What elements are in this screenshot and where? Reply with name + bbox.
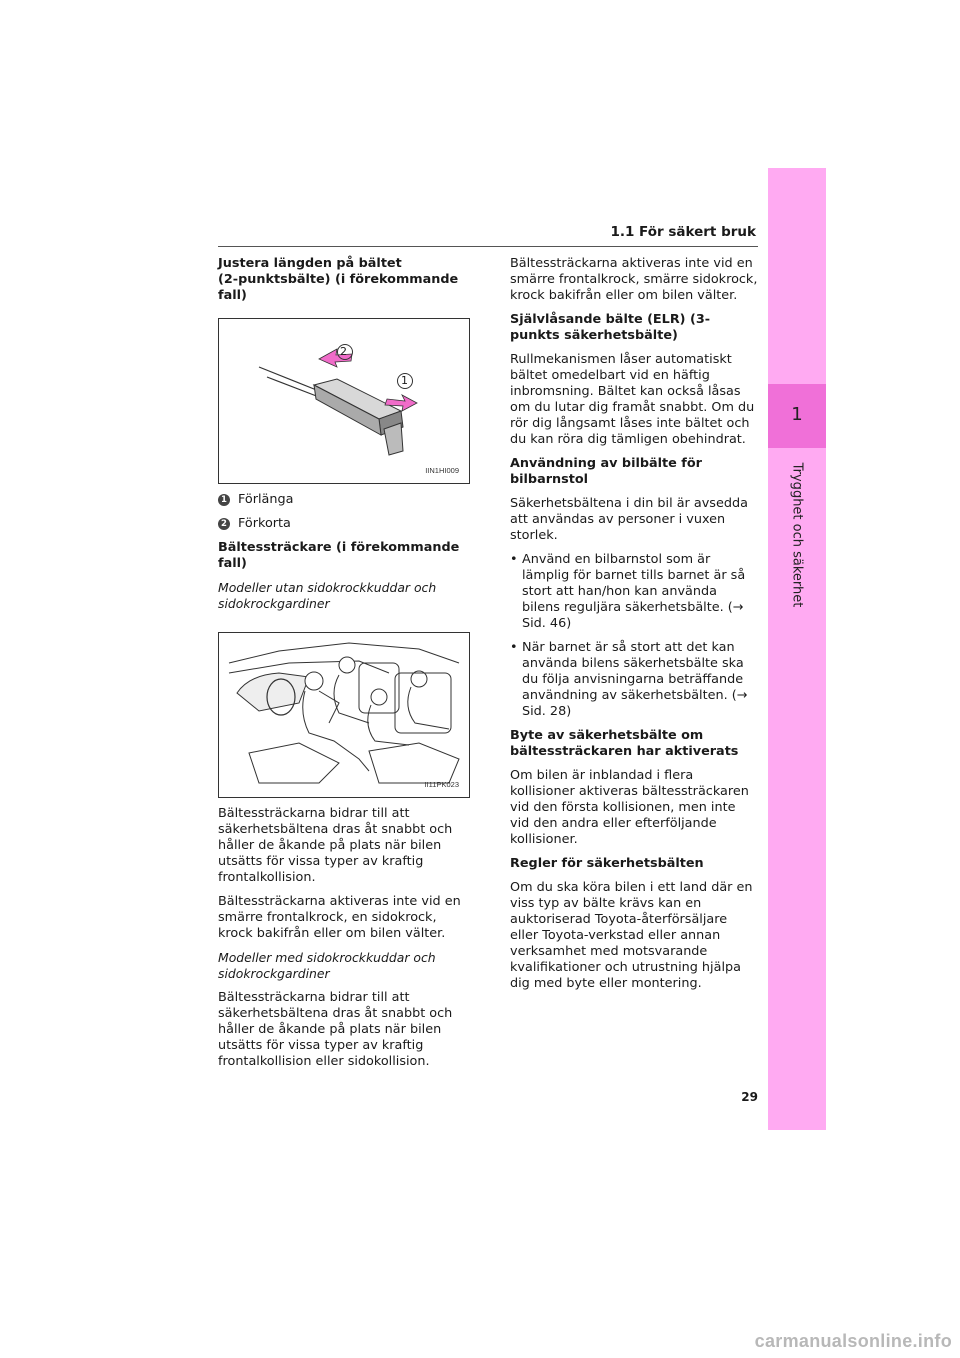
chapter-title: Trygghet och säkerhet — [789, 462, 805, 608]
left-column — [218, 256, 470, 1078]
marker-1: 1 — [401, 374, 408, 387]
legend-label: Förkorta — [238, 516, 291, 531]
heading-elr: Självlåsande bälte (ELR) (3-punkts säkerhetsbälte) — [510, 312, 711, 343]
figure-code: II11PK023 — [424, 780, 459, 789]
legend-label: Förlänga — [238, 492, 294, 507]
arrow-shorten-icon — [319, 349, 352, 367]
legend-number: 1 — [218, 494, 230, 506]
chapter-tab-bar — [768, 168, 826, 1130]
page-header — [218, 222, 758, 247]
paragraph: Om du ska köra bilen i ett land där en viss typ av bälte krävs kan en auktoriserad Toyota-återförsäljare eller Toyota-verkstad eller annan verksamhet med motsvarande kvalifikationer och utrustning hjälpa dig med byte eller montering. — [510, 880, 753, 991]
bullet-item: • Använd en bilbarnstol som är lämplig för barnet tills barnet är så stort att han/hon kan använda bilens reguljära säkerhetsbälte. (→ Sid. 46) — [510, 552, 758, 632]
paragraph: Bältessträckarna bidrar till att säkerhetsbältena dras åt snabbt och håller de åkande på plats när bilen utsätts för vissa typer av kraftig frontalkollision eller sidokollision. — [218, 990, 453, 1069]
legend-item-1 — [218, 492, 470, 508]
heading-replace-belt: Byte av säkerhetsbälte om bältessträckaren har aktiverats — [510, 728, 739, 759]
bullet-item: • När barnet är så stort att det kan använda bilens säkerhetsbälte ska du följa anvisningarna beträffande användning av säkerhetsbälten. (→ Sid. 28) — [510, 640, 758, 720]
paragraph: Bältessträckarna aktiveras inte vid en smärre frontalkrock, smärre sidokrock, krock bakifrån eller om bilen välter. — [510, 256, 758, 303]
right-column — [510, 256, 758, 1000]
figure-occupants — [218, 632, 470, 798]
marker-2: 2 — [340, 345, 347, 358]
model-note-with: Modeller med sidokrockkuddar och sidokrockgardiner — [218, 950, 436, 981]
occupants-illustration — [219, 633, 471, 797]
figure-code: IIN1HI009 — [425, 466, 459, 475]
heading-child-seat: Användning av bilbälte för bilbarnstol — [510, 456, 702, 487]
paragraph: Bältessträckarna bidrar till att säkerhetsbältena dras åt snabbt och håller de åkande på plats när bilen utsätts för vissa typer av kraftig frontalkollision. — [218, 806, 453, 885]
model-note-without: Modeller utan sidokrockkuddar och sidokrockgardiner — [218, 580, 437, 611]
bullet-text: När barnet är så stort att det kan använda bilens säkerhetsbälte ska du följa anvisningarna beträffande användning av säkerhetsbälten. (→ Sid. 28) — [522, 640, 748, 719]
legend-number: 2 — [218, 518, 230, 530]
figure-belt-adjust — [218, 318, 470, 484]
paragraph: Om bilen är inblandad i flera kollisioner aktiveras bältessträckaren vid den första kollisionen, men inte vid den andra eller efterföljande kollisioner. — [510, 768, 749, 847]
chapter-number: 1 — [791, 404, 803, 425]
heading-pretensioner: Bältessträckare (i förekommande fall) — [218, 540, 460, 571]
bullet-text: Använd en bilbarnstol som är lämplig för barnet tills barnet är så stort att han/hon kan använda bilens reguljära säkerhetsbälte. (→ Sid. 46) — [522, 552, 746, 631]
heading-rules: Regler för säkerhetsbälten — [510, 856, 704, 871]
page-number: 29 — [741, 1090, 758, 1104]
legend-item-2 — [218, 516, 470, 532]
paragraph: Bältessträckarna aktiveras inte vid en smärre frontalkrock, en sidokrock, krock bakifrån eller om bilen välter. — [218, 894, 461, 941]
heading-belt-length: Justera längden på bältet (2-punktsbälte) (i förekommande fall) — [218, 256, 459, 303]
section-title: 1.1 För säkert bruk — [610, 224, 756, 240]
paragraph: Säkerhetsbältena i din bil är avsedda att användas av personer i vuxen storlek. — [510, 496, 748, 543]
watermark: carmanualsonline.info — [754, 1331, 952, 1351]
paragraph: Rullmekanismen låser automatiskt bältet omedelbart vid en häftig inbromsning. Bältet kan också låsas om du lutar dig framåt snabbt. Om du rör dig långsamt låses inte bältet och du kan röra dig tämligen obehindrat. — [510, 352, 755, 447]
